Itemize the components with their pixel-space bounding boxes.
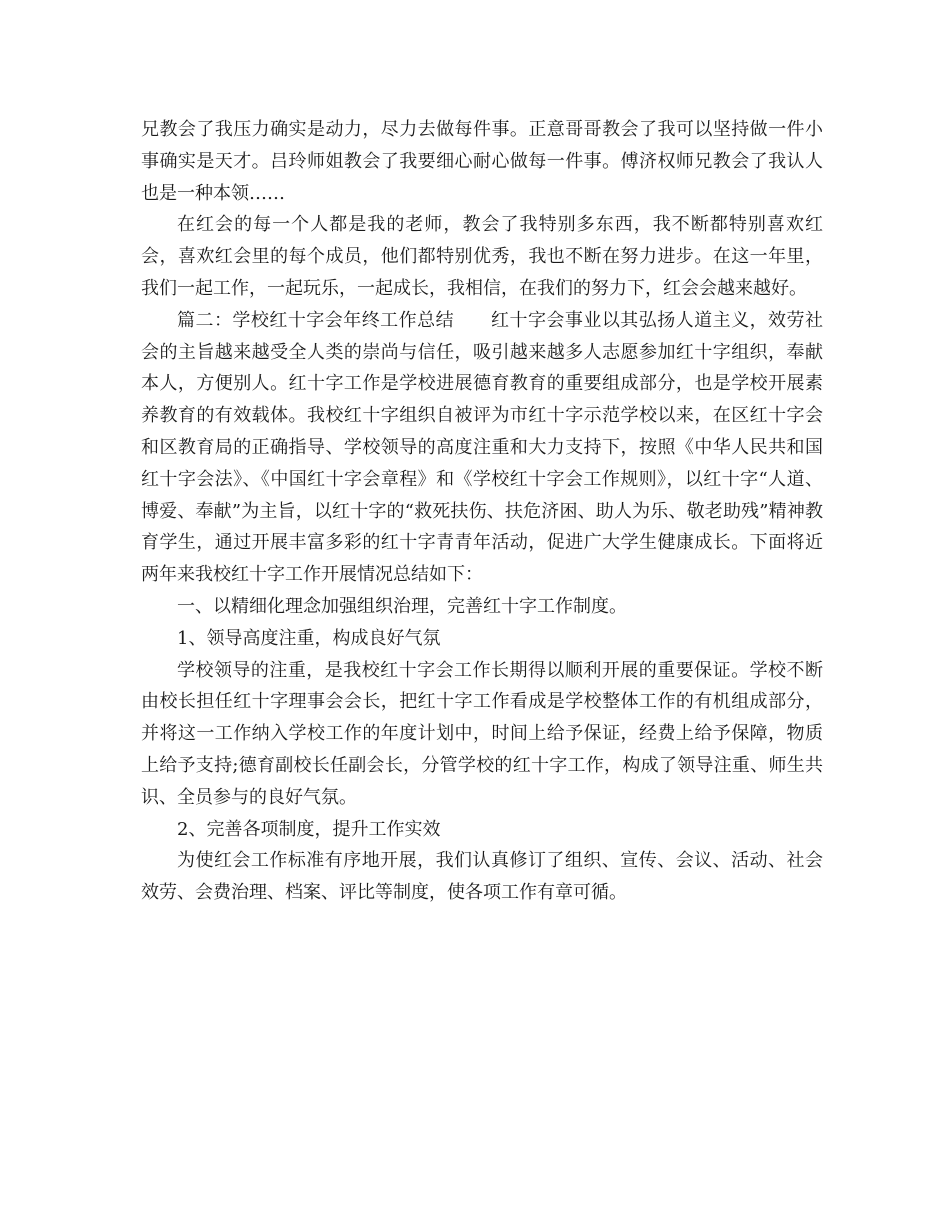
subsection-heading-2: 2、完善各项制度，提升工作实效 bbox=[177, 818, 441, 840]
section-heading-1: 一、以精细化理念加强组织治理，完善红十字工作制度。 bbox=[177, 595, 627, 617]
paragraph-systems: 为使红会工作标准有序地开展，我们认真修订了组织、宣传、会议、活动、社会效劳、会费治理、档案、评比等制度，使各项工作有章可循。 bbox=[141, 850, 823, 904]
paragraph-red-cross-reflection: 在红会的每一个人都是我的老师，教会了我特别多东西，我不断都特别喜欢红会，喜欢红会里的每个成员，他们都特别优秀，我也不断在努力进步。在这一年里，我们一起工作，一起玩乐，一起成长，我相信，在我们的努力下，红会会越来越好。 bbox=[141, 214, 823, 299]
paragraph-article-two-intro: 篇二：学校红十字会年终工作总结 红十字会事业以其弘扬人道主义，效劳社会的主旨越来越受全人类的崇尚与信任，吸引越来越多人志愿参加红十字组织，奉献本人，方便别人。红十字工作是学校进展德育教育的重要组成部分，也是学校开展素养教育的有效载体。我校红十字组织自被评为市红十字示范学校以来，在区红十字会和区教育局的正确指导、学校领导的高度注重和大力支持下，按照《中华人民共和国红十字会法》、《中国红十字会章程》和《学校红十字会工作规则》，以红十字“人道、博爱、奉献”为主旨，以红十字的“救死扶伤、扶危济困、助人为乐、敬老助残”精神教育学生，通过开展丰富多彩的红十字青青年活动，促进广大学生健康成长。下面将近两年来我校红十字工作开展情况总结如下： bbox=[141, 309, 823, 586]
paragraph-leadership: 学校领导的注重，是我校红十字会工作长期得以顺利开展的重要保证。学校不断由校长担任红十字理事会会长，把红十字工作看成是学校整体工作的有机组成部分，并将这一工作纳入学校工作的年度计划中，时间上给予保证，经费上给予保障，物质上给予支持;德育副校长任副会长，分管学校的红十字工作，构成了领导注重、师生共识、全员参与的良好气氛。 bbox=[141, 659, 823, 808]
subsection-heading-1: 1、领导高度注重，构成良好气氛 bbox=[177, 627, 441, 649]
document-body bbox=[141, 114, 823, 909]
paragraph-continuation: 兄教会了我压力确实是动力，尽力去做每件事。正意哥哥教会了我可以坚持做一件小事确实是天才。吕玲师姐教会了我要细心耐心做每一件事。傅济权师兄教会了我认人也是一种本领…… bbox=[141, 119, 823, 204]
